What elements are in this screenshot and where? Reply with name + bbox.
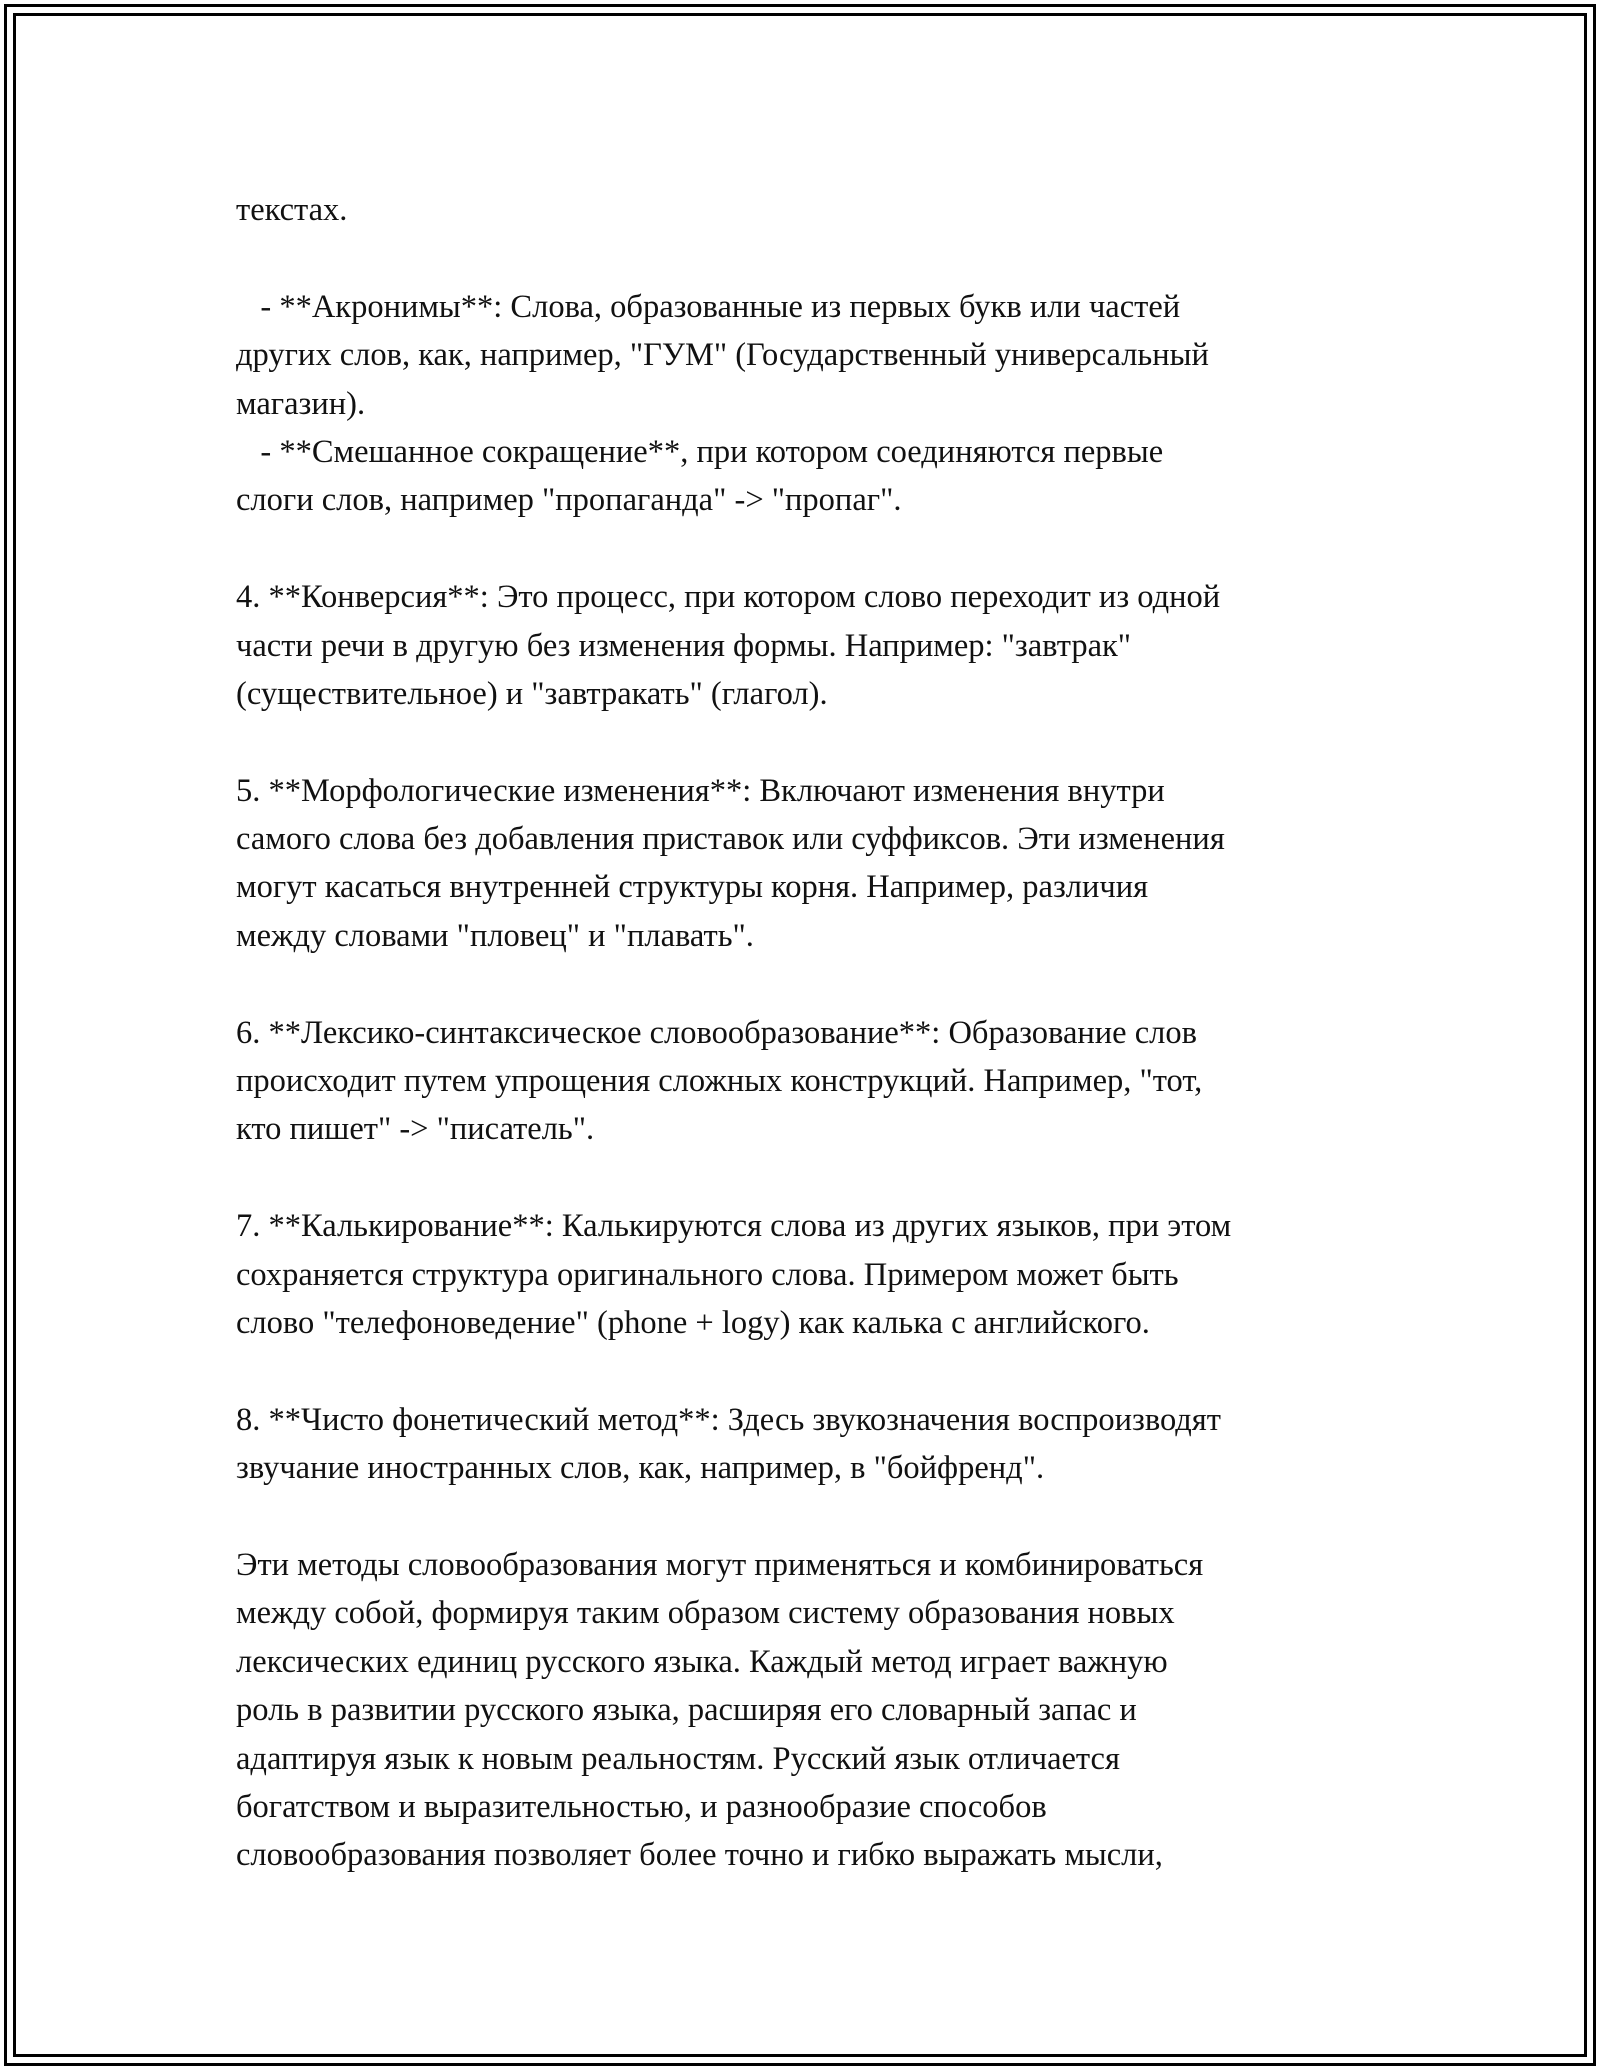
text-line: роль в развитии русского языка, расширяя его словарный запас и bbox=[236, 1692, 1137, 1729]
blank-line bbox=[236, 960, 1376, 1008]
text-line: 4. **Конверсия**: Это процесс, при котором слово переходит из одной bbox=[236, 579, 1221, 616]
document-body bbox=[236, 186, 1376, 1880]
text-line: происходит путем упрощения сложных конструкций. Например, "тот, bbox=[236, 1063, 1203, 1100]
text-line: текстах. bbox=[236, 192, 348, 228]
text-line: самого слова без добавления приставок или суффиксов. Эти изменения bbox=[236, 821, 1225, 858]
text-line: Эти методы словообразования могут применяться и комбинироваться bbox=[236, 1546, 1204, 1583]
blank-line bbox=[236, 1154, 1376, 1202]
text-line: - **Акронимы**: Слова, образованные из первых букв или частей bbox=[236, 288, 1181, 325]
text-line: между собой, формируя таким образом систему образования новых bbox=[236, 1595, 1175, 1632]
text-line: (существительное) и "завтракать" (глагол). bbox=[236, 675, 828, 712]
text-line: 7. **Калькирование**: Калькируются слова из других языков, при этом bbox=[236, 1208, 1232, 1245]
text-line: других слов, как, например, "ГУМ" (Государственный универсальный bbox=[236, 337, 1209, 374]
blank-line bbox=[236, 525, 1376, 573]
text-line: магазин). bbox=[236, 385, 366, 422]
blank-line bbox=[236, 1493, 1376, 1541]
text-line: между словами "пловец" и "плавать". bbox=[236, 917, 754, 954]
blank-line bbox=[236, 234, 1376, 282]
text-line: адаптируя язык к новым реальностям. Русский язык отличается bbox=[236, 1740, 1120, 1777]
text-line: лексических единиц русского языка. Каждый метод играет важную bbox=[236, 1643, 1168, 1680]
text-line: слово "телефоноведение" (phone + logy) как калька с английского. bbox=[236, 1304, 1150, 1341]
text-line: богатством и выразительностью, и разнообразие способов bbox=[236, 1788, 1047, 1825]
text-line: 6. **Лексико-синтаксическое словообразование**: Образование слов bbox=[236, 1014, 1197, 1051]
text-line: кто пишет" -> "писатель". bbox=[236, 1111, 595, 1148]
blank-line bbox=[236, 1347, 1376, 1395]
blank-line bbox=[236, 718, 1376, 766]
text-line: 8. **Чисто фонетический метод**: Здесь звукозначения воспроизводят bbox=[236, 1401, 1221, 1438]
text-line: слоги слов, например "пропаганда" -> "пропаг". bbox=[236, 482, 902, 519]
text-line: сохраняется структура оригинального слова. Примером может быть bbox=[236, 1256, 1179, 1293]
text-line: части речи в другую без изменения формы. Например: "завтрак" bbox=[236, 627, 1132, 664]
text-line: словообразования позволяет более точно и гибко выражать мысли, bbox=[236, 1837, 1163, 1874]
text-line: - **Смешанное сокращение**, при котором соединяются первые bbox=[236, 433, 1164, 470]
text-line: могут касаться внутренней структуры корня. Например, различия bbox=[236, 869, 1149, 906]
text-line: 5. **Морфологические изменения**: Включают изменения внутри bbox=[236, 772, 1165, 809]
text-line: звучание иностранных слов, как, например, в "бойфренд". bbox=[236, 1450, 1045, 1487]
